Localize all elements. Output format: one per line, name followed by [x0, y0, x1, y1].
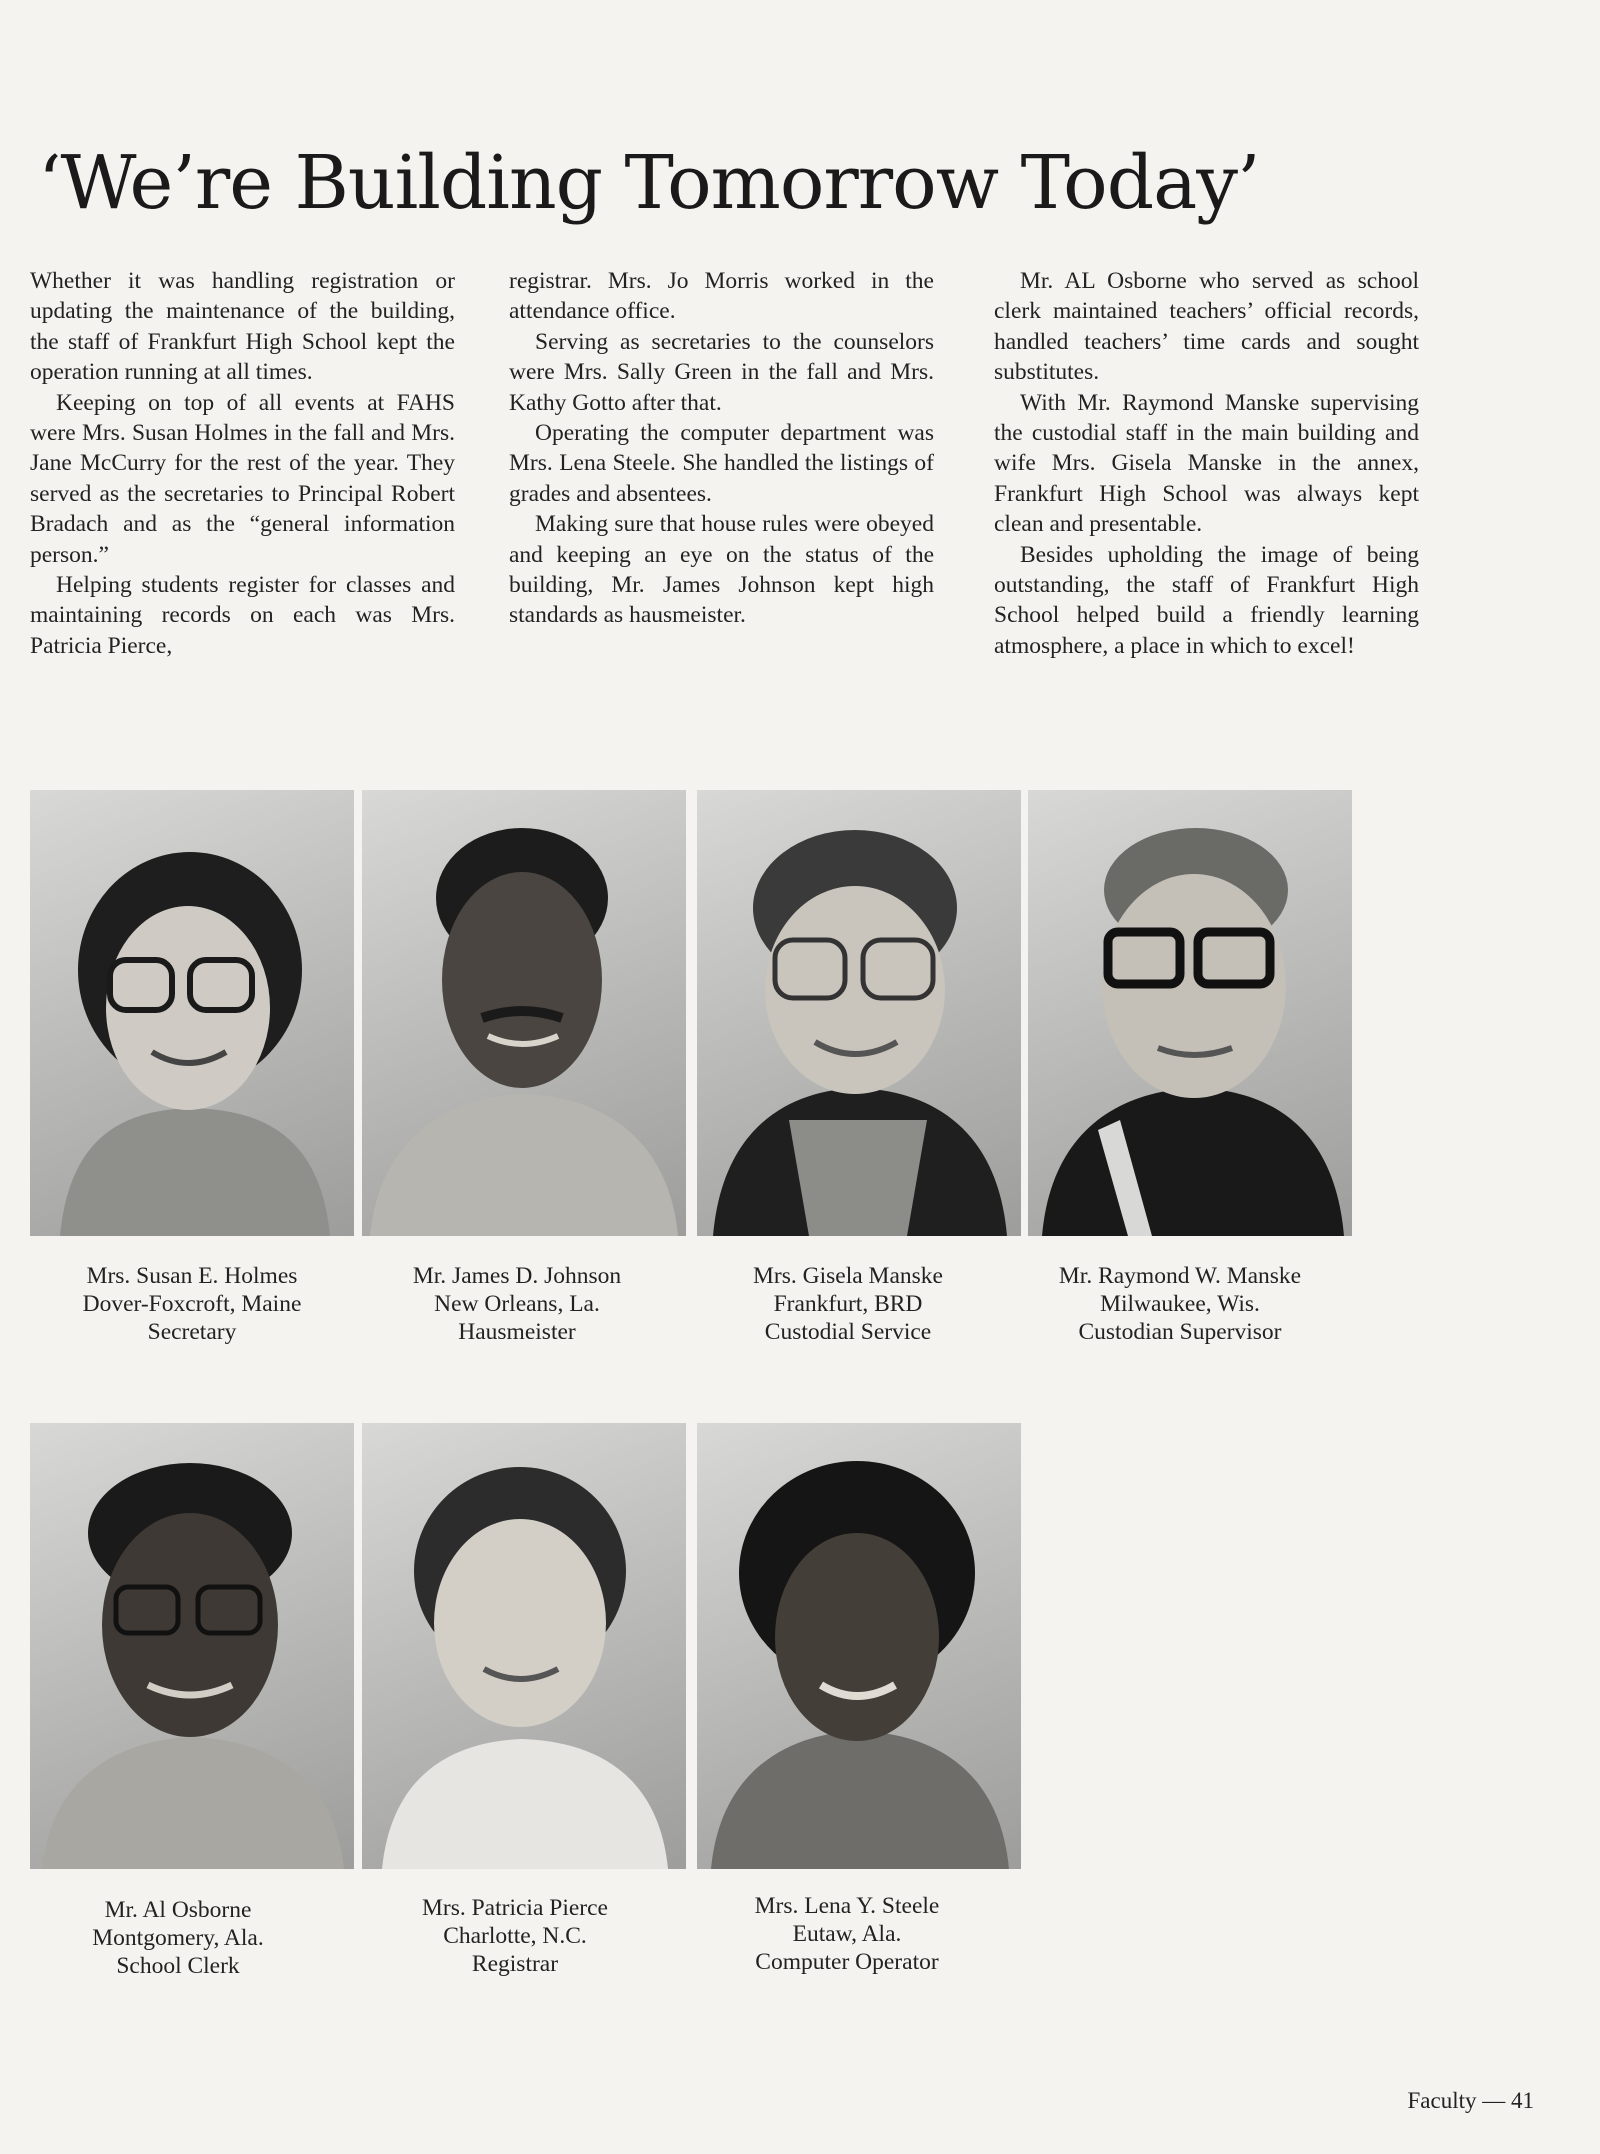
staff-role: Secretary: [147, 1319, 237, 1345]
caption-johnson: [352, 1262, 682, 1346]
staff-name: Mr. Al Osborne: [104, 1897, 252, 1923]
caption-raymond-manske: [1015, 1262, 1345, 1346]
article-paragraph: Operating the computer department was Mrs. Lena Steele. She handled the listings of grades and absentees.: [509, 420, 934, 507]
page-title: ‘We’re Building Tomorrow Today’: [38, 140, 1260, 226]
portrait-steele: [697, 1423, 1021, 1869]
staff-name: Mrs. Lena Y. Steele: [754, 1893, 940, 1919]
caption-gisela-manske: [683, 1262, 1013, 1346]
folio-separator: —: [1482, 2088, 1506, 2113]
article-paragraph: With Mr. Raymond Manske supervising the custodial staff in the main building and wife Mrs. Gisela Manske in the annex, Frankfurt High School was always kept clean and presentable.: [994, 389, 1419, 538]
folio-section: Faculty: [1407, 2088, 1477, 2113]
staff-role: Registrar: [471, 1951, 559, 1977]
article-column-1: [30, 266, 455, 661]
portrait-pierce: [362, 1423, 686, 1869]
article-column-3: [994, 266, 1419, 661]
article-paragraph: Keeping on top of all events at FAHS were Mrs. Susan Holmes in the fall and Mrs. Jane McCurry for the rest of the year. They served as the secretaries to Principal Robert Bradach and as the “general information person.”: [30, 389, 455, 568]
portrait-osborne: [30, 1423, 354, 1869]
article-paragraph: Helping students register for classes and maintaining records on each was Mrs. Patricia Pierce,: [30, 572, 455, 659]
caption-holmes: [27, 1262, 357, 1346]
article-paragraph: Mr. AL Osborne who served as school clerk maintained teachers’ official records, handled teachers’ time cards and sought substitutes.: [994, 268, 1419, 386]
staff-hometown: Charlotte, N.C.: [443, 1923, 587, 1949]
page-folio: [1408, 2088, 1535, 2114]
staff-role: Hausmeister: [458, 1319, 576, 1345]
staff-role: Custodial Service: [764, 1319, 932, 1345]
staff-hometown: Montgomery, Ala.: [92, 1925, 264, 1951]
staff-role: School Clerk: [116, 1953, 240, 1979]
staff-role: Custodian Supervisor: [1078, 1319, 1282, 1345]
article-paragraph: Whether it was handling registration or updating the maintenance of the building, the staff of Frankfurt High School kept the operation running at all times.: [30, 268, 455, 386]
staff-hometown: Milwaukee, Wis.: [1100, 1291, 1260, 1317]
article-paragraph: registrar. Mrs. Jo Morris worked in the attendance office.: [509, 268, 934, 325]
staff-name: Mrs. Susan E. Holmes: [86, 1263, 298, 1289]
page-number: 41: [1511, 2088, 1534, 2113]
article-paragraph: Serving as secretaries to the counselors were Mrs. Sally Green in the fall and Mrs. Kathy Gotto after that.: [509, 328, 934, 416]
article-column-2: [509, 266, 934, 631]
staff-hometown: New Orleans, La.: [434, 1291, 600, 1317]
staff-name: Mrs. Gisela Manske: [753, 1263, 943, 1289]
portrait-holmes: [30, 790, 354, 1236]
staff-name: Mrs. Patricia Pierce: [422, 1895, 608, 1921]
staff-hometown: Dover-Foxcroft, Maine: [82, 1291, 302, 1317]
staff-hometown: Frankfurt, BRD: [773, 1291, 923, 1317]
caption-osborne: [13, 1896, 343, 1980]
portrait-johnson: [362, 790, 686, 1236]
article-paragraph: Making sure that house rules were obeyed and keeping an eye on the status of the building, Mr. James Johnson kept high standards as hausmeister.: [509, 511, 934, 629]
article-paragraph: Besides upholding the image of being outstanding, the staff of Frankfurt High School helped build a friendly learning atmosphere, a place in which to excel!: [994, 541, 1419, 659]
caption-pierce: [350, 1894, 680, 1978]
staff-hometown: Eutaw, Ala.: [792, 1921, 902, 1947]
caption-steele: [682, 1892, 1012, 1976]
portrait-gisela-manske: [697, 790, 1021, 1236]
staff-name: Mr. Raymond W. Manske: [1058, 1263, 1302, 1289]
portrait-raymond-manske: [1028, 790, 1352, 1236]
staff-role: Computer Operator: [755, 1949, 939, 1975]
staff-name: Mr. James D. Johnson: [412, 1263, 622, 1289]
